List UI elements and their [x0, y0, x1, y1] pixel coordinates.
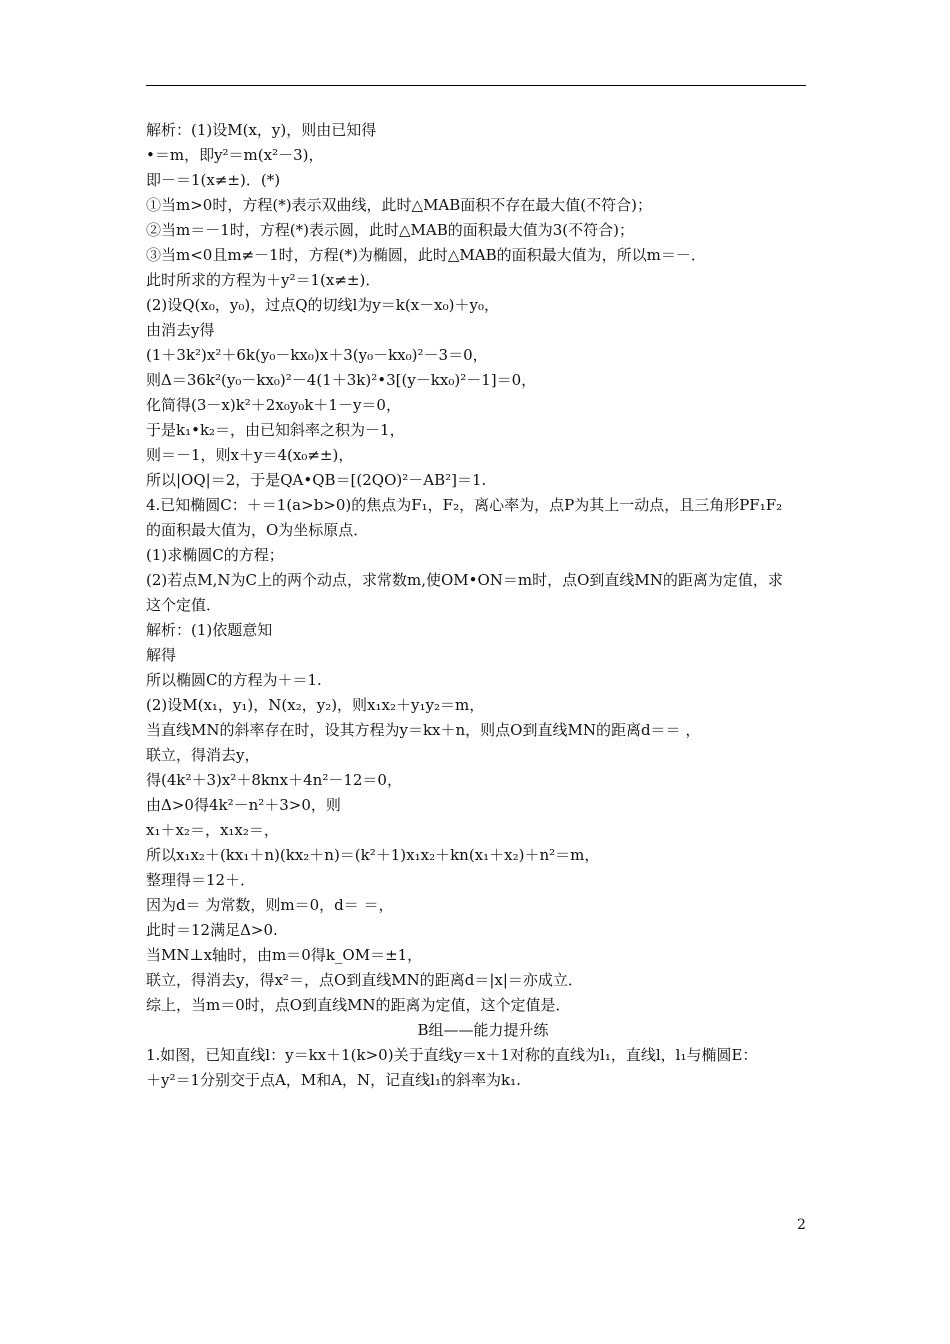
text-line: ②当m＝－1时，方程(*)表示圆，此时△MAB的面积最大值为3(不符合)；: [146, 221, 634, 239]
text-line: 所以椭圆C的方程为＋＝1.: [146, 671, 322, 689]
text-line: 这个定值．: [146, 596, 222, 614]
text-line: 即－＝1(x≠±)．(*): [146, 171, 281, 189]
page-number: 2: [797, 1217, 806, 1233]
text-line: 则＝－1，则x＋y＝4(x₀≠±)，: [146, 446, 354, 464]
text-line: 联立，得消去y，得x²＝，点O到直线MN的距离d＝|x|＝亦成立．: [146, 971, 583, 989]
text-line: 则Δ＝36k²(y₀－kx₀)²－4(1＋3k)²•3[(y－kx₀)²－1]＝0，: [146, 371, 537, 389]
text-line: 因为d＝ 为常数，则m＝0，d＝ ＝，: [146, 896, 394, 914]
text-line: 当直线MN的斜率存在时，设其方程为y＝kx＋n，则点O到直线MN的距离d＝＝ ，: [146, 721, 701, 739]
text-line: 由Δ>0得4k²－n²＋3>0，则: [146, 796, 341, 814]
text-line: 此时所求的方程为＋y²＝1(x≠±)．: [146, 271, 381, 289]
text-line: 整理得＝12＋．: [146, 871, 256, 889]
text-line: (1)求椭圆C的方程；: [146, 546, 284, 564]
text-line: (2)若点M,N为C上的两个动点，求常数m,使OM•ON＝m时，点O到直线MN的距离为定值，求: [146, 571, 783, 589]
text-line: 综上，当m＝0时，点O到直线MN的距离为定值，这个定值是．: [146, 996, 571, 1014]
text-line: 解得: [146, 646, 177, 664]
text-line: 解析：(1)设M(x，y)，则由已知得: [146, 121, 377, 139]
text-line: (2)设Q(x₀，y₀)，过点Q的切线l为y＝k(x－x₀)＋y₀，: [146, 296, 499, 314]
section-heading: B组——能力提升练: [417, 1021, 549, 1039]
text-line: (2)设M(x₁，y₁)，N(x₂，y₂)，则x₁x₂＋y₁y₂＝m，: [146, 696, 485, 714]
text-line: 联立，得消去y，: [146, 746, 260, 764]
text-line: 于是k₁•k₂＝，由已知斜率之积为－1，: [146, 421, 405, 439]
text-line: 所以x₁x₂＋(kx₁＋n)(kx₂＋n)＝(k²＋1)x₁x₂＋kn(x₁＋x₂)＋n²＝m，: [146, 846, 600, 864]
text-line: •＝m，即y²＝m(x²－3)，: [146, 146, 324, 164]
text-line: 的面积最大值为，O为坐标原点．: [146, 521, 369, 539]
text-line: ③当m<0且m≠－1时，方程(*)为椭圆，此时△MAB的面积最大值为，所以m＝－．: [146, 246, 706, 264]
text-line: ①当m>0时，方程(*)表示双曲线，此时△MAB面积不存在最大值(不符合)；: [146, 196, 652, 214]
text-line: 所以|OQ|＝2，于是QA•QB＝[(2QO)²－AB²]＝1.: [146, 471, 487, 489]
text-line: (1＋3k²)x²＋6k(y₀－kx₀)x＋3(y₀－kx₀)²－3＝0，: [146, 346, 488, 364]
problem-4-statement: 4.已知椭圆C：＋＝1(a>b>0)的焦点为F₁，F₂，离心率为，点P为其上一动点，且三角形PF₁F₂: [146, 496, 783, 514]
text-line: 1.如图，已知直线l：y＝kx＋1(k>0)关于直线y＝x＋1对称的直线为l₁，直线l，l₁与椭圆E：: [146, 1046, 758, 1064]
text-line: x₁＋x₂＝，x₁x₂＝，: [146, 821, 279, 839]
text-line: 由消去y得: [146, 321, 215, 339]
text-line: ＋y²＝1分别交于点A，M和A，N，记直线l₁的斜率为k₁.: [146, 1071, 521, 1089]
document-body: [146, 118, 816, 1093]
text-line: 解析：(1)依题意知: [146, 621, 273, 639]
text-line: 此时＝12满足Δ>0.: [146, 921, 278, 939]
text-line: 得(4k²＋3)x²＋8knx＋4n²－12＝0，: [146, 771, 402, 789]
text-line: 化简得(3－x)k²＋2x₀y₀k＋1－y＝0，: [146, 396, 401, 414]
header-rule: [146, 85, 806, 86]
text-line: 当MN⊥x轴时，由m＝0得k_OM＝±1，: [146, 946, 423, 964]
